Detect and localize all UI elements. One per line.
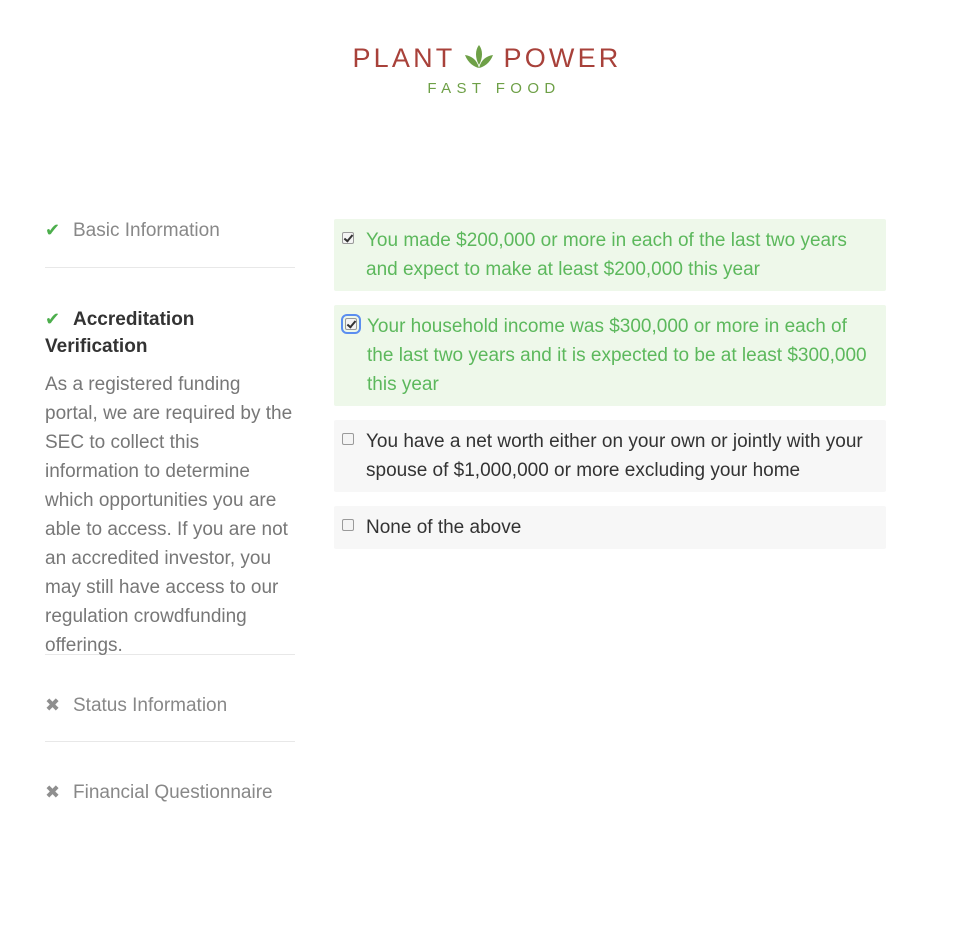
cross-icon: ✖ (45, 782, 61, 802)
step-basic-information[interactable] (45, 213, 295, 268)
step-accreditation-verification[interactable] (45, 268, 295, 655)
step-label: Status Information (73, 695, 228, 716)
logo-wordmark (0, 40, 974, 76)
check-icon: ✔ (45, 309, 61, 329)
brand-logo (0, 40, 974, 97)
step-description: As a registered funding portal, we are required by the SEC to collect this information to determine which opportunities you are able to access. If you are not an accredited investor, you may still have access to our regulation crowdfunding offerings. (45, 374, 293, 656)
option-label: You have a net worth either on your own or jointly with your spouse of $1,000,000 or more excluding your home (366, 431, 863, 481)
progress-sidebar (45, 213, 295, 806)
logo-word-right: POWER (503, 43, 622, 73)
option-net-worth-1m[interactable] (334, 420, 886, 492)
checkbox[interactable] (342, 232, 354, 244)
step-label: Basic Information (73, 220, 220, 241)
option-household-income-300k[interactable] (334, 305, 886, 406)
leaf-icon (462, 41, 496, 75)
logo-word-left: PLANT (352, 43, 456, 73)
option-label: Your household income was $300,000 or more in each of the last two years and it is expected to be at least $300,000 this year (367, 316, 867, 395)
step-status-information[interactable] (45, 655, 295, 742)
checkbox[interactable] (345, 318, 357, 330)
option-label: None of the above (366, 517, 522, 538)
option-none-of-the-above[interactable] (334, 506, 886, 549)
cross-icon: ✖ (45, 695, 61, 715)
checkbox[interactable] (342, 519, 354, 531)
step-financial-questionnaire[interactable] (45, 742, 295, 806)
logo-subtitle: FAST FOOD (427, 80, 561, 97)
check-icon: ✔ (45, 220, 61, 240)
option-income-200k[interactable] (334, 219, 886, 291)
option-label: You made $200,000 or more in each of the last two years and expect to make at least $200,000 this year (366, 230, 847, 280)
checkbox[interactable] (342, 433, 354, 445)
step-label: Accreditation Verification (45, 309, 195, 357)
step-title (45, 306, 295, 360)
step-label: Financial Questionnaire (73, 782, 273, 803)
accreditation-options (334, 219, 886, 563)
